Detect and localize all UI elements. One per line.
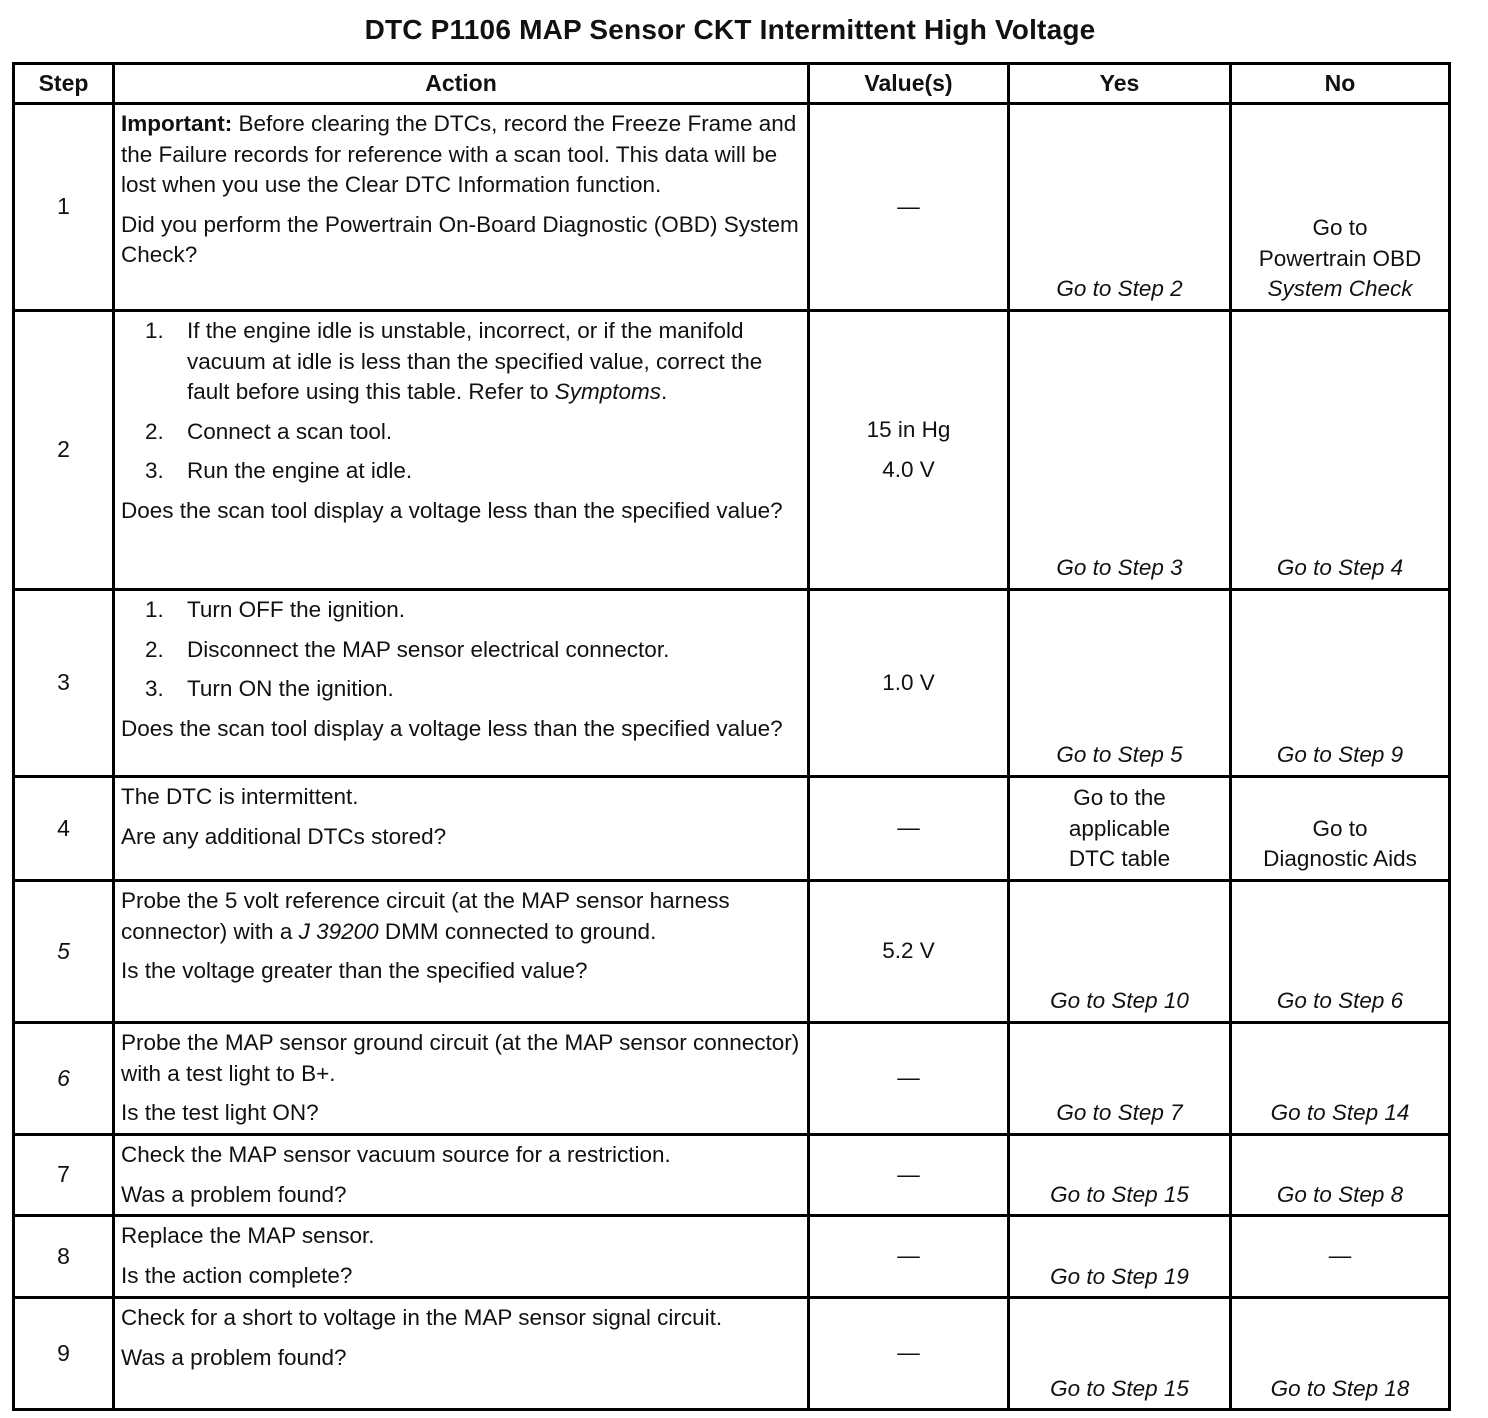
list-number: 1. <box>145 318 164 343</box>
yes-cell <box>1009 777 1231 881</box>
list-text: Run the engine at idle. <box>187 458 413 484</box>
action-question: Does the scan tool display a voltage less than the specified value? <box>121 715 783 741</box>
list-text-end: . <box>661 379 668 405</box>
procedure-list <box>121 595 801 705</box>
list-item <box>121 635 801 666</box>
list-number: 3. <box>145 676 164 702</box>
yes-cell: Go to Step 7 <box>1009 1023 1231 1135</box>
value-cell <box>809 311 1009 590</box>
no-cell: Go to Step 4 <box>1231 311 1450 590</box>
table-row <box>14 1135 1450 1216</box>
yes-line: DTC table <box>1068 846 1171 872</box>
action-note <box>121 109 801 201</box>
header-values: Value(s) <box>809 64 1009 104</box>
yes-cell: Go to Step 5 <box>1009 590 1231 777</box>
action-question: Are any additional DTCs stored? <box>121 823 447 849</box>
action-text-b: DMM connected to ground. <box>378 918 657 944</box>
list-text: Turn OFF the ignition. <box>187 597 406 622</box>
value-line: 15 in Hg <box>866 416 951 442</box>
table-row <box>14 590 1450 777</box>
list-item <box>121 456 801 487</box>
no-cell: Go to Step 8 <box>1231 1135 1450 1216</box>
step-number: 6 <box>14 1023 114 1135</box>
list-text: Connect a scan tool. <box>187 418 393 444</box>
list-number: 3. <box>145 458 164 484</box>
table-row <box>14 1216 1450 1298</box>
important-label: Important: <box>121 111 233 136</box>
value-cell: — <box>809 1023 1009 1135</box>
table-row <box>14 311 1450 590</box>
value-cell: 1.0 V <box>809 590 1009 777</box>
list-text: Disconnect the MAP sensor electrical connector. <box>187 636 670 662</box>
action-question: Does the scan tool display a voltage less than the specified value? <box>121 497 783 523</box>
action-question: Is the voltage greater than the specified value? <box>121 958 588 984</box>
value-cell: — <box>809 1298 1009 1410</box>
list-text: If the engine idle is unstable, incorrect, or if the manifold vacuum at idle is less than the specified value, correct the fault before using this table. Refer to <box>187 318 763 405</box>
no-line: Go to <box>1312 215 1368 241</box>
no-line: Diagnostic Aids <box>1263 846 1417 872</box>
action-cell <box>114 1298 809 1410</box>
yes-cell: Go to Step 10 <box>1009 881 1231 1023</box>
action-cell <box>114 881 809 1023</box>
step-number: 4 <box>14 777 114 881</box>
action-question: Was a problem found? <box>121 1181 347 1207</box>
yes-cell: Go to Step 2 <box>1009 104 1231 311</box>
step-number: 3 <box>14 590 114 777</box>
yes-line: applicable <box>1068 815 1171 841</box>
value-cell: 5.2 V <box>809 881 1009 1023</box>
action-text: Replace the MAP sensor. <box>121 1223 375 1249</box>
header-step: Step <box>14 64 114 104</box>
table-header-row <box>14 64 1450 104</box>
action-cell <box>114 1023 809 1135</box>
action-text: The DTC is intermittent. <box>121 784 359 809</box>
no-cell: Go to Step 6 <box>1231 881 1450 1023</box>
header-action: Action <box>114 64 809 104</box>
procedure-list <box>121 316 801 487</box>
step-number: 7 <box>14 1135 114 1216</box>
header-yes: Yes <box>1009 64 1231 104</box>
table-row <box>14 1298 1450 1410</box>
list-number: 2. <box>145 636 164 662</box>
action-question: Did you perform the Powertrain On-Board Diagnostic (OBD) System Check? <box>121 211 799 268</box>
list-number: 1. <box>145 597 164 622</box>
page-title: DTC P1106 MAP Sensor CKT Intermittent High Voltage <box>364 14 1096 45</box>
no-cell <box>1231 104 1450 311</box>
action-question: Is the action complete? <box>121 1262 353 1288</box>
list-number: 2. <box>145 418 164 444</box>
step-number: 1 <box>14 104 114 311</box>
value-cell: — <box>809 1216 1009 1298</box>
action-text: Probe the MAP sensor ground circuit (at the MAP sensor connector) with a test light to B+. <box>121 1030 800 1086</box>
action-question: Is the test light ON? <box>121 1100 319 1126</box>
action-question: Was a problem found? <box>121 1344 347 1370</box>
no-cell: Go to Step 18 <box>1231 1298 1450 1410</box>
step-number: 8 <box>14 1216 114 1298</box>
value-line: 4.0 V <box>882 456 935 482</box>
yes-line: Go to the <box>1073 785 1166 811</box>
step-number: 2 <box>14 311 114 590</box>
list-item <box>121 316 801 408</box>
no-cell <box>1231 777 1450 881</box>
no-line: Go to <box>1312 815 1368 841</box>
list-item <box>121 595 801 626</box>
yes-cell: Go to Step 19 <box>1009 1216 1231 1298</box>
table-row <box>14 881 1450 1023</box>
no-line: Powertrain OBD <box>1258 245 1422 271</box>
action-cell <box>114 1216 809 1298</box>
no-cell: Go to Step 14 <box>1231 1023 1450 1135</box>
yes-cell: Go to Step 3 <box>1009 311 1231 590</box>
action-cell <box>114 590 809 777</box>
list-item <box>121 674 801 705</box>
no-cell: — <box>1231 1216 1450 1298</box>
diagnostic-table <box>12 62 1451 1411</box>
step-number: 5 <box>14 881 114 1023</box>
header-no: No <box>1231 64 1450 104</box>
action-text: Check for a short to voltage in the MAP sensor signal circuit. <box>121 1305 723 1331</box>
no-line: System Check <box>1267 276 1413 302</box>
action-text-a: Probe the 5 volt reference circuit (at the MAP sensor harness connector) with a <box>121 888 730 944</box>
action-text <box>121 886 801 947</box>
list-item <box>121 417 801 448</box>
value-cell: — <box>809 104 1009 311</box>
table-row <box>14 104 1450 311</box>
no-cell: Go to Step 9 <box>1231 590 1450 777</box>
yes-cell: Go to Step 15 <box>1009 1135 1231 1216</box>
tool-reference: J 39200 <box>298 918 379 944</box>
table-row <box>14 1023 1450 1135</box>
action-cell <box>114 777 809 881</box>
list-text: Turn ON the ignition. <box>187 676 394 702</box>
action-text: Check the MAP sensor vacuum source for a restriction. <box>121 1142 671 1167</box>
action-cell <box>114 104 809 311</box>
reference-symptoms: Symptoms <box>554 379 661 405</box>
action-cell <box>114 1135 809 1216</box>
value-cell: — <box>809 1135 1009 1216</box>
step-number: 9 <box>14 1298 114 1410</box>
table-row <box>14 777 1450 881</box>
value-cell: — <box>809 777 1009 881</box>
important-text: Before clearing the DTCs, record the Freeze Frame and the Failure records for reference with a scan tool. This data will be lost when you use the Clear DTC Information function. <box>121 111 797 198</box>
action-cell <box>114 311 809 590</box>
yes-cell: Go to Step 15 <box>1009 1298 1231 1410</box>
